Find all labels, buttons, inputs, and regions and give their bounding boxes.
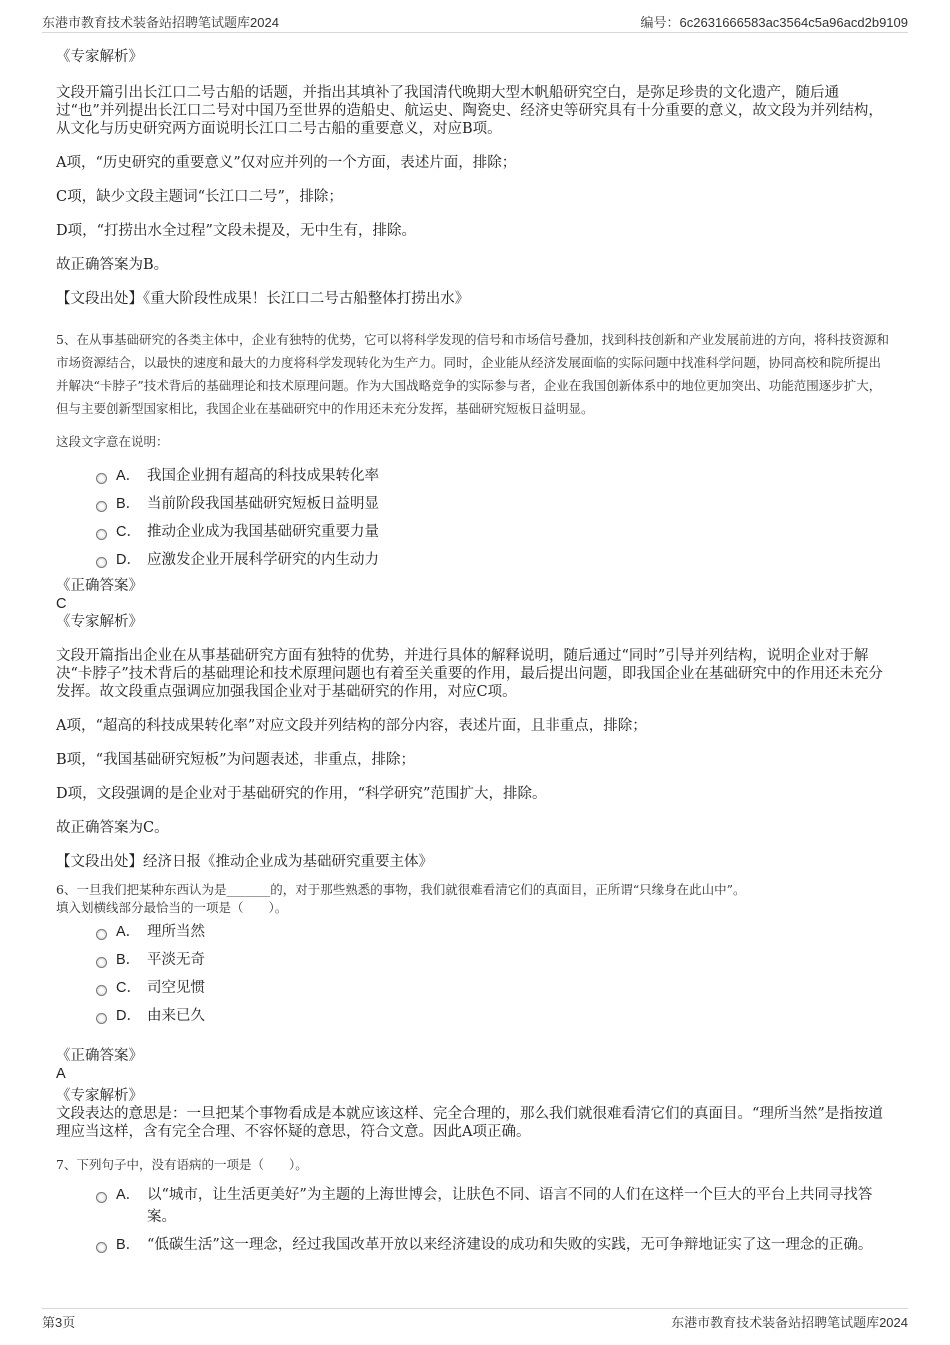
radio-icon[interactable] [96,957,107,968]
radio-icon[interactable] [96,1242,107,1253]
q5-analysis: 文段开篇指出企业在从事基础研究方面有独特的优势，并进行具体的解释说明，随后通过“同时”引导并列结构，说明企业对于解决“卡脖子”技术背后的基础理论和技术原理问题也有着至关重要的作用，最后提出问题，即我国企业在基础研究中的作用还未充分发挥。故文段重点强调应加强我国企业对于基础研究的作用，对应C项。 [56,648,883,700]
option-letter: B． [116,1237,141,1253]
radio-icon[interactable] [96,529,107,540]
q5-prompt: 这段文字意在说明： [56,434,169,449]
q5-stem: 5、在从事基础研究的各类主体中，企业有独特的优势，它可以将科学发现的信号和市场信号叠加，找到科技创新和产业发展前进的方向，将科技资源和市场资源结合，以最快的速度和最大的力度将科学发现转化为生产力。同时，企业能从经济发展面临的实际问题中找准科学问题，协同高校和院所提出并解决“卡脖子”技术背后的基础理论和技术原理问题。作为大国战略竞争的实际参与者，企业在我国创新体系中的地位更加突出、功能范围逐步扩大，但与主要创新型国家相比，我国企业在基础研究中的作用还未充分发挥，基础研究短板日益明显。 [56,332,889,416]
q7-stem: 7、下列句子中，没有语病的一项是（ ）。 [56,1157,308,1172]
option-letter: A． [116,468,141,484]
q4-analysis-a: A项，“历史研究的重要意义”仅对应并列的一个方面，表述片面，排除； [56,155,517,171]
option-text: 平淡无奇 [147,952,205,968]
radio-icon[interactable] [96,1013,107,1024]
q5-options [56,465,892,577]
q5-option-d[interactable] [96,549,892,577]
q5-conclusion: 故正确答案为C。 [56,820,169,836]
radio-icon[interactable] [96,929,107,940]
option-letter: B． [116,952,141,968]
radio-icon[interactable] [96,557,107,568]
option-text: “低碳生活”这一理念，经过我国改革开放以来经济建设的成功和失败的实践，无可争辩地证实了这一理念的正确。 [147,1237,873,1253]
option-text: 推动企业成为我国基础研究重要力量 [147,524,379,540]
option-letter: D． [116,1008,141,1024]
q6-answer: A [56,1066,66,1082]
option-text: 理所当然 [147,924,205,940]
radio-icon[interactable] [96,473,107,484]
option-letter: A． [116,1187,141,1203]
q4-source: 【文段出处】《重大阶段性成果！长江口二号古船整体打捞出水》 [56,291,470,307]
option-letter: A． [116,924,141,940]
radio-icon[interactable] [96,1192,107,1203]
page-header [42,10,908,33]
q4-analysis-d: D项，“打捞出水全过程”文段未提及，无中生有，排除。 [56,223,416,239]
q4-analysis-title: 《专家解析》 [56,49,143,65]
option-letter: C． [116,980,141,996]
option-letter: B． [116,496,141,512]
page-content [56,44,892,1262]
q6-option-d[interactable] [96,1005,892,1033]
q5-answer: C [56,596,67,612]
option-text: 当前阶段我国基础研究短板日益明显 [147,496,379,512]
q5-option-c[interactable] [96,521,892,549]
q6-analysis-title: 《专家解析》 [56,1088,143,1104]
q6-option-b[interactable] [96,949,892,977]
option-letter: C． [116,524,141,540]
q6-answer-title: 《正确答案》 [56,1048,143,1064]
q5-answer-title: 《正确答案》 [56,578,143,594]
q5-option-b[interactable] [96,493,892,521]
header-serial: 编号：6c2631666583ac3564c5a96acd2b9109 [640,14,908,30]
option-text: 司空见惯 [147,980,205,996]
q6-option-a[interactable] [96,921,892,949]
radio-icon[interactable] [96,501,107,512]
q4-conclusion: 故正确答案为B。 [56,257,169,273]
q5-analysis-b: B项，“我国基础研究短板”为问题表述，非重点，排除； [56,752,415,768]
q5-analysis-a: A项，“超高的科技成果转化率”对应文段并列结构的部分内容，表述片面，且非重点，排除； [56,718,647,734]
footer-title: 东港市教育技术装备站招聘笔试题库2024 [671,1314,908,1330]
q7-option-b[interactable] [96,1234,892,1256]
option-text: 我国企业拥有超高的科技成果转化率 [147,468,379,484]
q5-analysis-title: 《专家解析》 [56,614,143,630]
page-footer [42,1308,908,1333]
q4-analysis: 文段开篇引出长江口二号古船的话题，并指出其填补了我国清代晚期大型木帆船研究空白，是弥足珍贵的文化遗产，随后通过“也”并列提出长江口二号对中国乃至世界的造船史、航运史、陶瓷史、经济史等研究具有十分重要的意义，故文段为并列结构，从文化与历史研究两方面说明长江口二号古船的重要意义，对应B项。 [56,85,883,137]
q6-analysis: 文段表达的意思是：一旦把某个事物看成是本就应该这样、完全合理的，那么我们就很难看清它们的真面目。“理所当然”是指按道理应当这样，含有完全合理、不容怀疑的意思，符合文意。因此A项正确。 [56,1106,883,1140]
q4-analysis-c: C项，缺少文段主题词“长江口二号”，排除； [56,189,343,205]
option-letter: D． [116,552,141,568]
q7-option-a[interactable] [96,1184,892,1228]
q5-analysis-d: D项，文段强调的是企业对于基础研究的作用，“科学研究”范围扩大，排除。 [56,786,547,802]
q6-option-c[interactable] [96,977,892,1005]
q6-stem: 6、一旦我们把某种东西认为是_______的，对于那些熟悉的事物，我们就很难看清它们的真面目，正所谓“只缘身在此山中”。 [56,882,746,897]
q7-options [56,1184,892,1256]
q5-source: 【文段出处】经济日报《推动企业成为基础研究重要主体》 [56,854,433,870]
option-text: 以“城市，让生活更美好”为主题的上海世博会，让肤色不同、语言不同的人们在这样一个巨大的平台上共同寻找答案。 [147,1187,873,1225]
q6-prompt: 填入划横线部分最恰当的一项是（ ）。 [56,900,288,915]
option-text: 应激发企业开展科学研究的内生动力 [147,552,379,568]
radio-icon[interactable] [96,985,107,996]
header-title: 东港市教育技术装备站招聘笔试题库2024 [42,14,279,30]
q6-options [56,921,892,1033]
q5-option-a[interactable] [96,465,892,493]
option-text: 由来已久 [147,1008,205,1024]
page-number: 第3页 [42,1314,76,1330]
